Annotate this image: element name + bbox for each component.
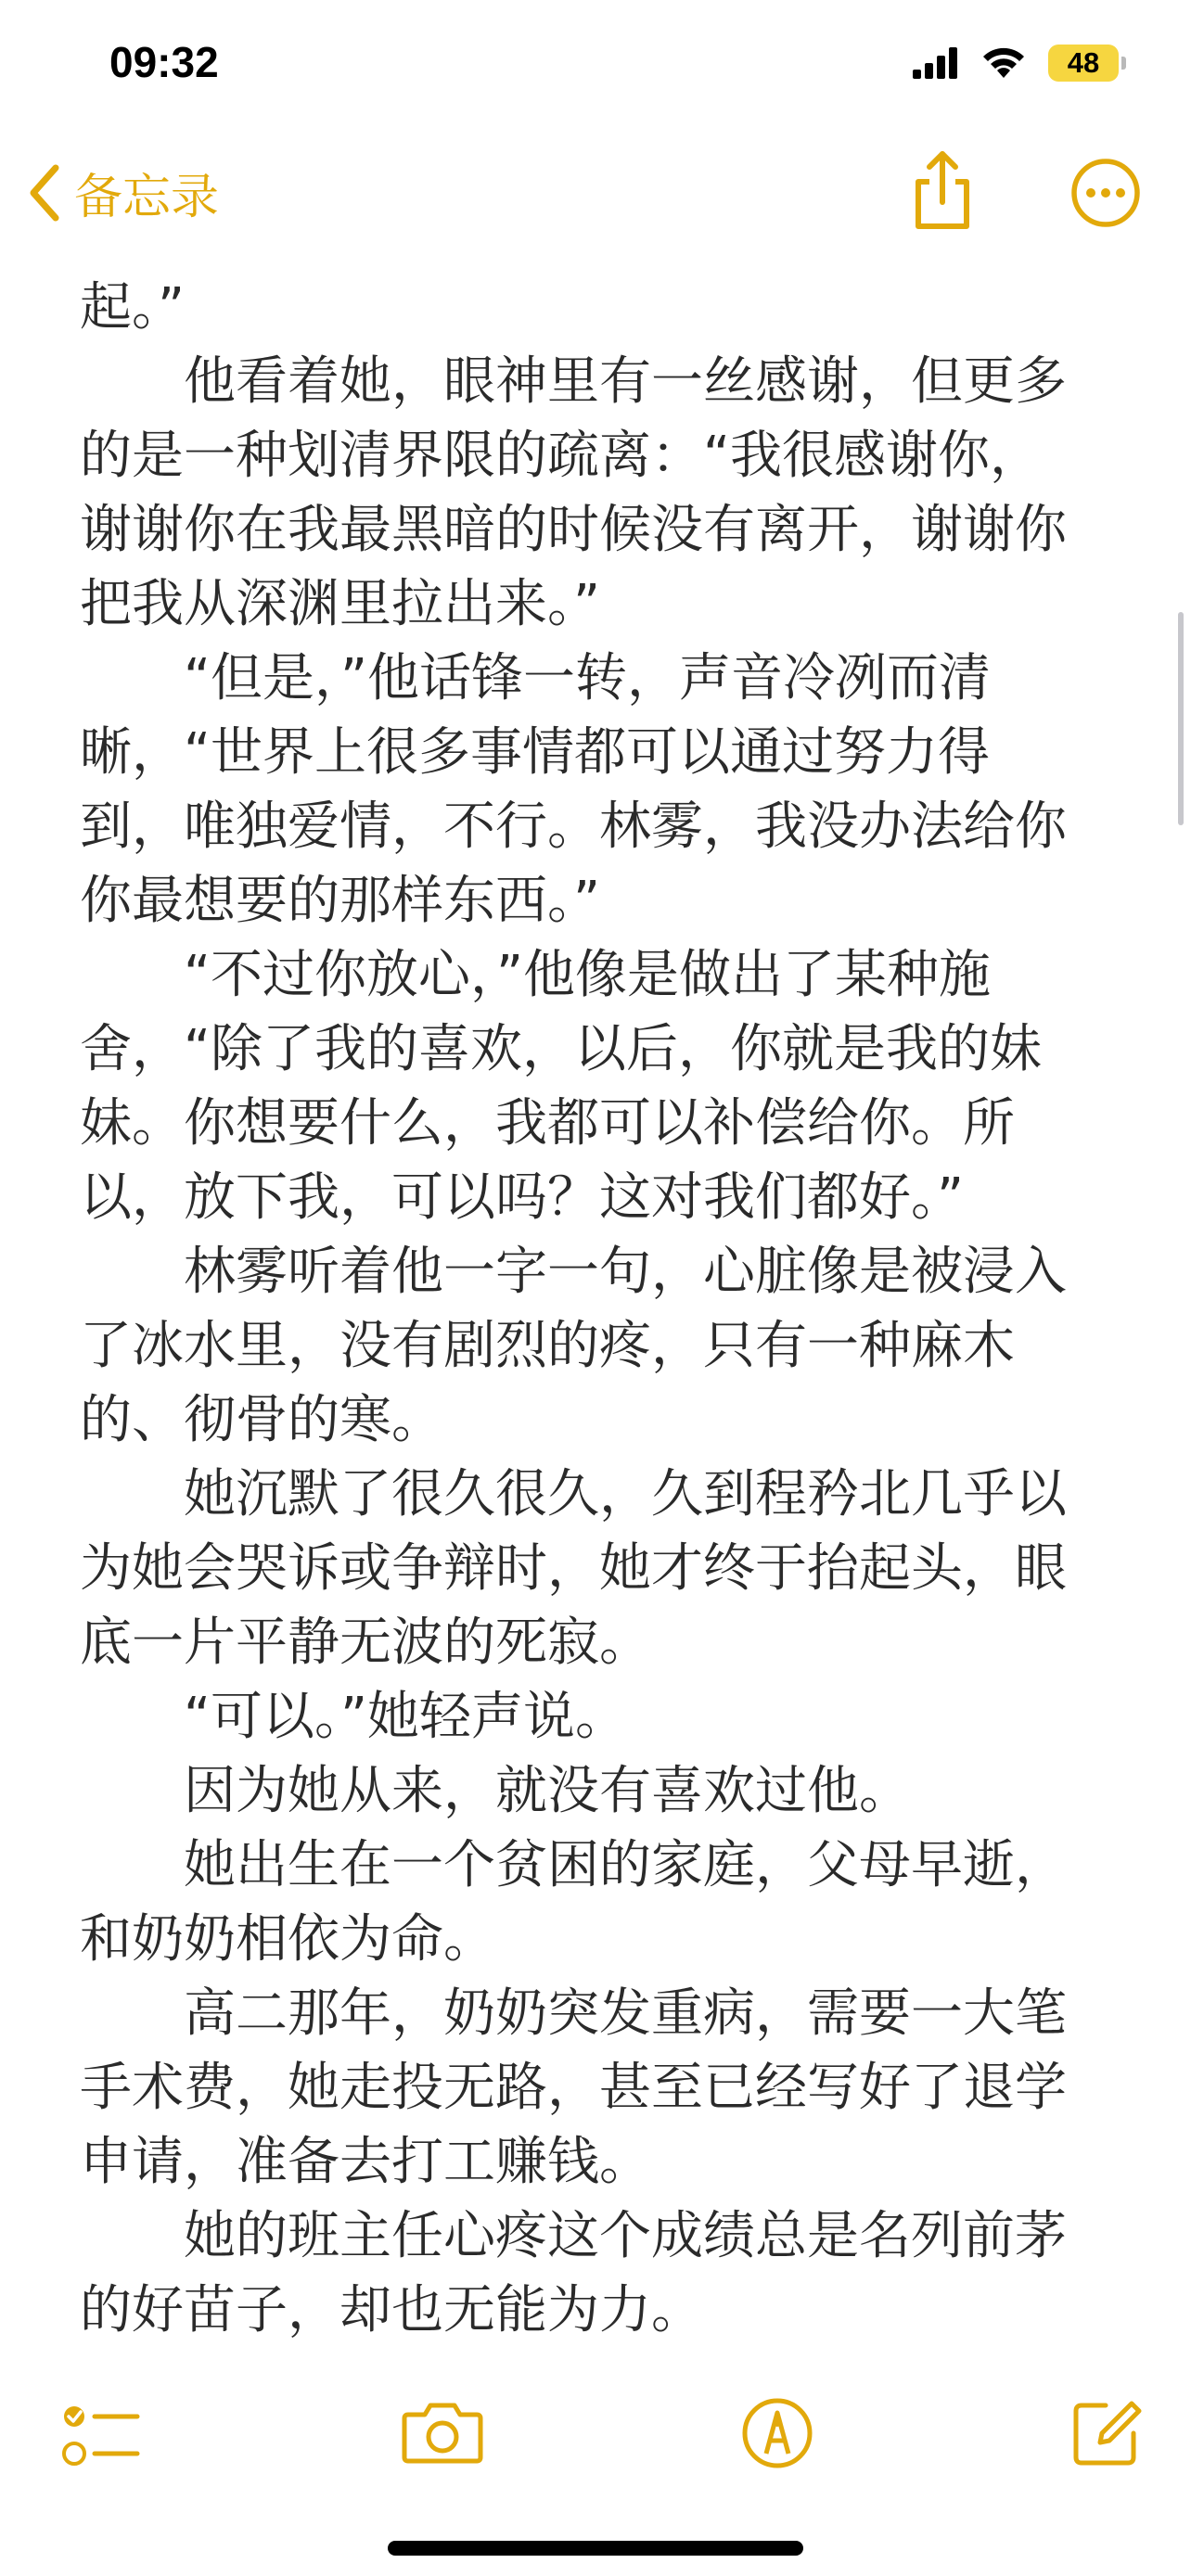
note-line: 的、彻骨的寒。 <box>80 1390 443 1450</box>
status-bar <box>0 0 1191 139</box>
note-line: 为她会哭诉或争辩时，她才终于抬起头，眼 <box>80 1538 1067 1599</box>
cellular-signal-icon <box>913 47 959 79</box>
nav-bar <box>0 139 1191 243</box>
note-line: 底一片平静无波的死寂。 <box>80 1613 651 1673</box>
note-line: 谢谢你在我最黑暗的时候没有离开，谢谢你 <box>80 500 1067 560</box>
note-line: 的是一种划清界限的疏离：“我很感谢你， <box>80 426 1043 486</box>
scroll-indicator[interactable] <box>1178 612 1184 825</box>
note-line: 舍，“除了我的喜欢，以后，你就是我的妹 <box>80 1019 1043 1079</box>
note-line: 晰，“世界上很多事情都可以通过努力得 <box>80 722 991 783</box>
note-line: 因为她从来，就没有喜欢过他。 <box>80 1761 911 1821</box>
note-line: 高二那年，奶奶突发重病，需要一大笔 <box>80 1983 1067 2044</box>
checklist-icon <box>61 2400 141 2474</box>
note-line: 妹。你想要什么，我都可以补偿给你。所 <box>80 1093 1015 1154</box>
status-icons <box>913 45 1126 82</box>
note-line: 以，放下我，可以吗？这对我们都好。” <box>80 1167 965 1228</box>
back-button-label: 备忘录 <box>74 170 220 225</box>
note-line: 的好苗子，却也无能为力。 <box>80 2280 703 2340</box>
note-line: 他看着她，眼神里有一丝感谢，但更多 <box>80 351 1067 412</box>
note-line: 她沉默了很久很久，久到程矜北几乎以 <box>80 1464 1067 1524</box>
home-indicator[interactable] <box>388 2541 803 2556</box>
compose-button[interactable] <box>1069 2396 1143 2474</box>
checklist-button[interactable] <box>61 2400 141 2478</box>
battery-cap <box>1121 57 1126 70</box>
note-line: 林雾听着他一字一句，心脏像是被浸入 <box>80 1242 1067 1302</box>
note-line: 手术费，她走投无路，甚至已经写好了退学 <box>80 2058 1067 2118</box>
note-line: 起。” <box>80 277 186 338</box>
battery-icon <box>1048 45 1126 82</box>
chevron-left-icon <box>28 162 61 223</box>
markup-button[interactable] <box>740 2396 814 2474</box>
camera-icon <box>401 2398 484 2465</box>
camera-button[interactable] <box>401 2398 484 2468</box>
note-line: 把我从深渊里拉出来。” <box>80 574 601 634</box>
note-line: “不过你放心，”他像是做出了某种施 <box>80 945 992 1005</box>
note-line: “但是，”他话锋一转，声音冷冽而清 <box>80 648 992 708</box>
note-line: 了冰水里，没有剧烈的疼，只有一种麻木 <box>80 1316 1015 1376</box>
note-line: 她出生在一个贫困的家庭，父母早逝， <box>80 1835 1067 1895</box>
share-button[interactable] <box>909 148 976 236</box>
share-icon <box>909 148 976 232</box>
note-line: “可以。”她轻声说。 <box>80 1687 628 1747</box>
compose-icon <box>1069 2396 1143 2470</box>
note-line: 你最想要的那样东西。” <box>80 871 601 931</box>
status-time: 09:32 <box>109 38 219 86</box>
more-button[interactable] <box>1070 158 1141 232</box>
note-line: 申请，准备去打工赚钱。 <box>80 2132 651 2192</box>
back-button[interactable] <box>28 158 219 227</box>
note-line: 和奶奶相依为命。 <box>80 1909 495 1970</box>
pen-markup-icon <box>740 2396 814 2470</box>
wifi-icon <box>981 46 1026 80</box>
battery-level: 48 <box>1048 45 1119 82</box>
note-line: 到，唯独爱情，不行。林雾，我没办法给你 <box>80 797 1067 857</box>
ellipsis-circle-icon <box>1070 158 1141 228</box>
bottom-toolbar <box>0 2374 1191 2494</box>
note-line: 她的班主任心疼这个成绩总是名列前茅 <box>80 2206 1067 2266</box>
